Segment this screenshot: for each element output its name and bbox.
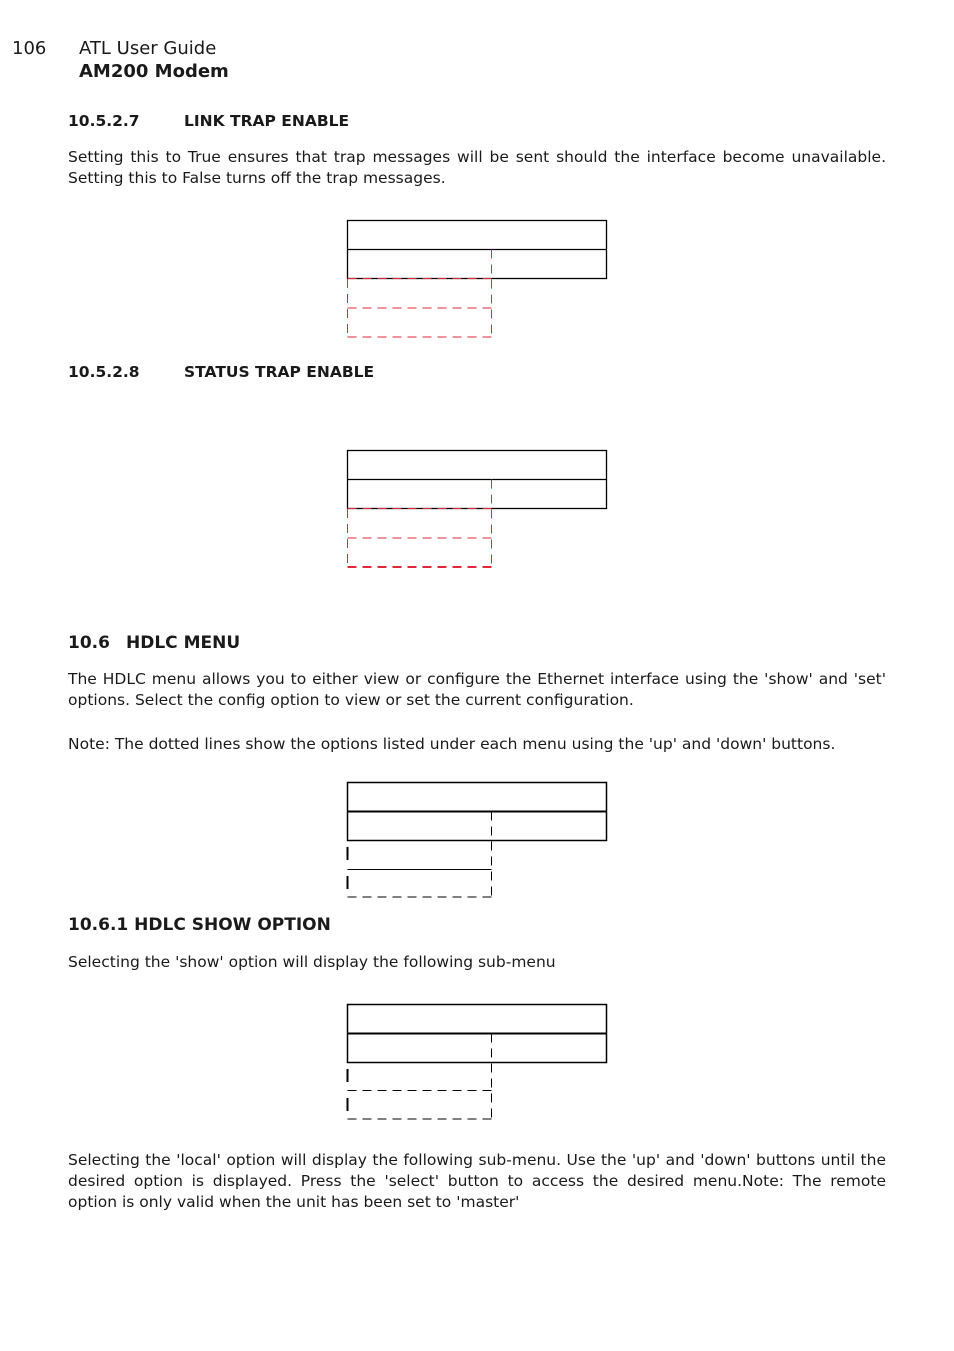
link-trap-description: Setting this to True ensures that trap messages will be sent should the interface become unavailable. Setting this to False turns off the trap messages. <box>68 148 886 187</box>
menu-diagram-hdlc-show <box>345 1003 609 1123</box>
guide-title: ATL User Guide <box>79 38 217 59</box>
hdlc-menu-note: Note: The dotted lines show the options listed under each menu using the 'up' and 'down' buttons. <box>68 735 836 753</box>
hdlc-menu-description: The HDLC menu allows you to either view or configure the Ethernet interface using the 'show' and 'set' options. Select the config option to view or set the current configuration. <box>68 670 886 709</box>
section-heading-hdlc-show <box>68 915 331 935</box>
section-number: 10.6.1 <box>68 915 129 935</box>
section-heading-hdlc-menu <box>68 633 240 653</box>
section-title: HDLC MENU <box>126 633 241 653</box>
menu-diagram-status-trap <box>345 449 609 569</box>
section-number: 10.5.2.7 <box>68 112 140 130</box>
section-number: 10.6 <box>68 633 110 653</box>
section-title: HDLC SHOW OPTION <box>134 915 331 935</box>
menu-diagram-link-trap <box>345 219 609 339</box>
local-option-description: Selecting the 'local' option will display the following sub-menu. Use the 'up' and 'down' buttons until the desired option is displayed. Press the 'select' button to access the desired menu.Note: The remote option is only valid when the unit has been set to 'master' <box>68 1151 886 1211</box>
section-heading-link-trap <box>68 112 349 130</box>
product-title: AM200 Modem <box>79 61 229 82</box>
section-number: 10.5.2.8 <box>68 363 140 381</box>
section-heading-status-trap <box>68 363 374 381</box>
section-title: LINK TRAP ENABLE <box>184 112 350 130</box>
hdlc-show-description: Selecting the 'show' option will display the following sub-menu <box>68 953 556 971</box>
section-title: STATUS TRAP ENABLE <box>184 363 375 381</box>
menu-diagram-hdlc <box>345 781 609 901</box>
page-number: 106 <box>12 38 47 59</box>
